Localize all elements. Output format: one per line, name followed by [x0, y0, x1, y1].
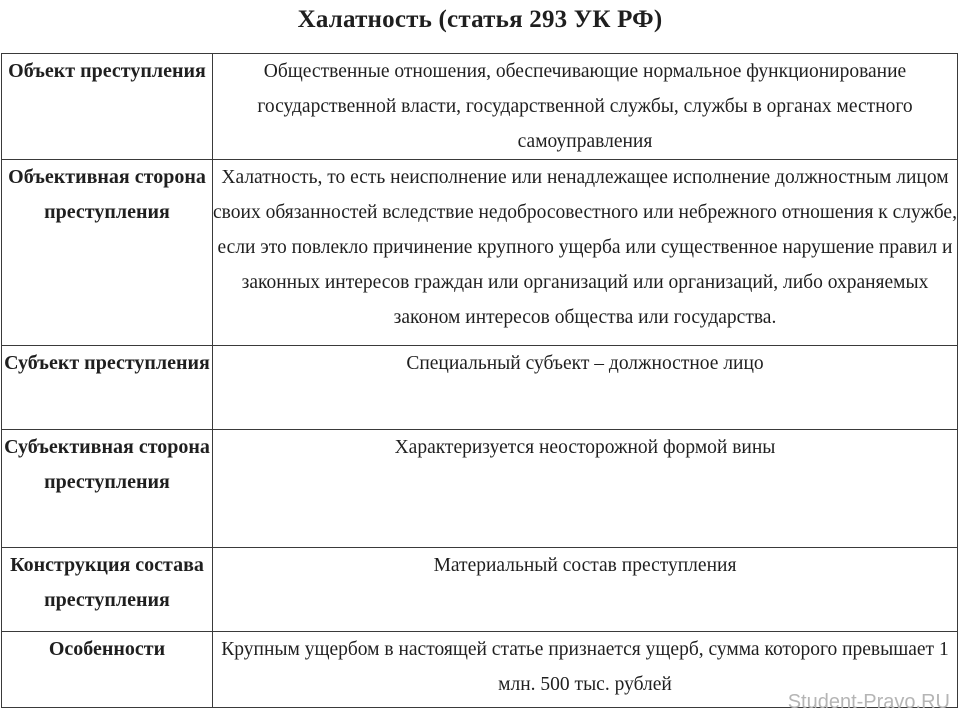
row-value: Характеризуется неосторожной формой вины	[213, 430, 958, 548]
row-label: Субъективная сторона преступления	[2, 430, 213, 548]
row-value: Специальный субъект – должностное лицо	[213, 346, 958, 430]
crime-elements-table	[1, 53, 958, 708]
row-value: Общественные отношения, обеспечивающие нормальное функционирование государственной власти, государственной службы, службы в органах местного самоуправления	[213, 54, 958, 160]
table-row	[2, 430, 958, 548]
page-title: Халатность (статья 293 УК РФ)	[297, 6, 663, 33]
row-label: Объект преступления	[2, 54, 213, 160]
row-label: Конструкция состава преступления	[2, 548, 213, 632]
table-row	[2, 160, 958, 346]
watermark: Student-Pravo.RU	[787, 691, 950, 713]
row-value: Халатность, то есть неисполнение или ненадлежащее исполнение должностным лицом своих обязанностей вследствие недобросовестного или небрежного отношения к службе, если это повлекло причинение крупного ущерба или существенное нарушение правил и законных интересов граждан или организаций или организаций, либо охраняемых законом интересов общества или государства.	[213, 160, 958, 346]
row-value: Материальный состав преступления	[213, 548, 958, 632]
table-row	[2, 54, 958, 160]
row-label: Особенности	[2, 632, 213, 708]
row-label: Объективная сторона преступления	[2, 160, 213, 346]
table-row	[2, 548, 958, 632]
row-value: Крупным ущербом в настоящей статье признается ущерб, сумма которого превышает 1 млн. 500 тыс. рублей	[213, 632, 958, 708]
table-row	[2, 346, 958, 430]
row-label: Субъект преступления	[2, 346, 213, 430]
